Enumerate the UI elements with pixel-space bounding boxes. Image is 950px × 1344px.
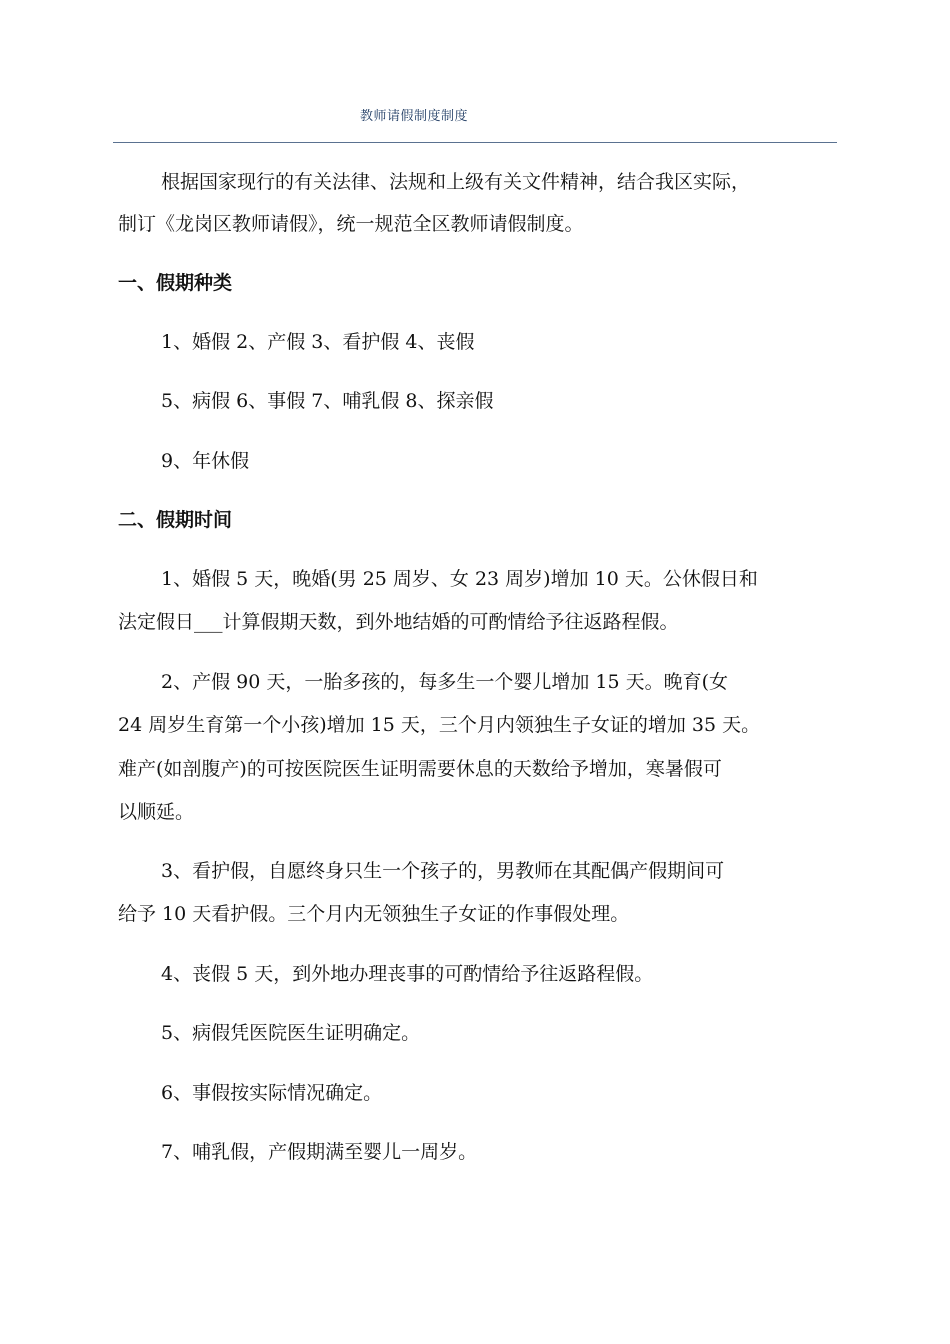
section-heading-leave-duration: 二、假期时间	[118, 509, 233, 531]
maternity-leave-line-1: 2、产假 90 天，一胎多孩的，每多生一个婴儿增加 15 天。晚育(女	[161, 671, 729, 693]
section-heading-leave-types: 一、假期种类	[118, 272, 233, 294]
marriage-leave-line-2: 法定假日___计算假期天数，到外地结婚的可酌情给予往返路程假。	[118, 611, 679, 633]
nursing-leave-line: 7、哺乳假，产假期满至婴儿一周岁。	[161, 1141, 478, 1163]
sick-leave-line: 5、病假凭医院医生证明确定。	[161, 1022, 421, 1044]
marriage-leave-line-1: 1、婚假 5 天，晚婚(男 25 周岁、女 23 周岁)增加 10 天。公休假日和	[161, 568, 758, 590]
care-leave-line-2: 给予 10 天看护假。三个月内无领独生子女证的作事假处理。	[118, 903, 630, 925]
leave-types-line-2: 5、病假 6、事假 7、哺乳假 8、探亲假	[161, 390, 494, 412]
personal-leave-line: 6、事假按实际情况确定。	[161, 1082, 383, 1104]
leave-types-line-3: 9、年休假	[161, 450, 250, 472]
care-leave-line-1: 3、看护假，自愿终身只生一个孩子的，男教师在其配偶产假期间可	[161, 860, 725, 882]
funeral-leave-line: 4、丧假 5 天，到外地办理丧事的可酌情给予往返路程假。	[161, 963, 654, 985]
leave-types-line-1: 1、婚假 2、产假 3、看护假 4、丧假	[161, 331, 475, 353]
intro-paragraph-line-2: 制订《龙岗区教师请假》，统一规范全区教师请假制度。	[118, 213, 584, 235]
maternity-leave-line-2: 24 周岁生育第一个小孩)增加 15 天，三个月内领独生子女证的增加 35 天。	[118, 714, 761, 736]
maternity-leave-line-4: 以顺延。	[118, 801, 195, 823]
intro-paragraph-line-1: 根据国家现行的有关法律、法规和上级有关文件精神，结合我区实际，	[161, 171, 751, 193]
header-divider	[113, 142, 837, 143]
document-header-title: 教师请假制度制度	[360, 109, 469, 124]
maternity-leave-line-3: 难产(如剖腹产)的可按医院医生证明需要休息的天数给予增加，寒暑假可	[118, 758, 722, 780]
